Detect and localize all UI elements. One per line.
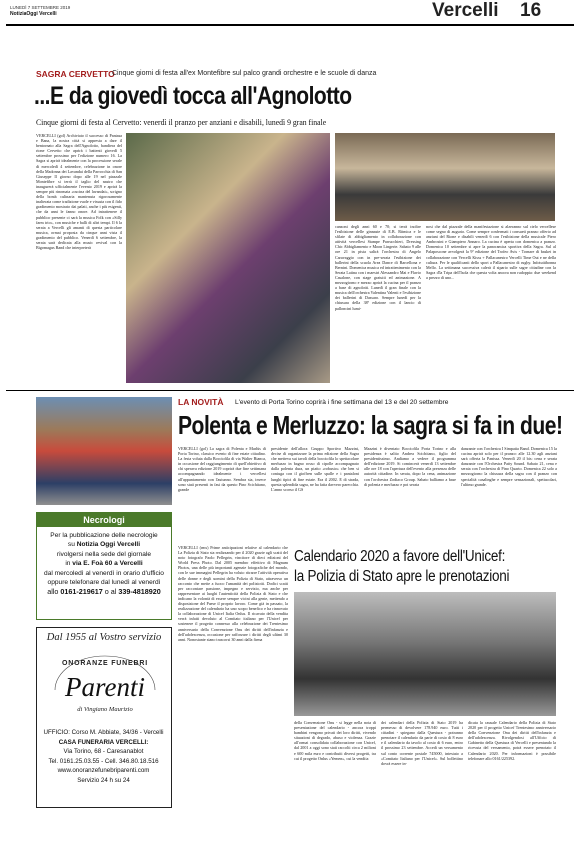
funeral-ad-contacts — [37, 728, 170, 786]
necrologi-line1: Per la pubblicazione delle necrologie — [50, 532, 158, 539]
necrologi-body — [37, 527, 171, 597]
funeral-ad-arc-text: ONORANZE FUNEBRI — [62, 660, 148, 667]
article3-body-col4: dicata la causale Calendario della Polizia di Stato 2020 per il progetto Unicef Trentesimo anniversario della Convenzione Onu dei diritti dell'infanzia e dell'adolescenza. Rivolgendosi all'Ufficio di Gabinetto della Questura di Vercelli e presentando la ricevuta del versamento, potrà essere prenotato il Calendario 2020. Per informazioni è possibile telefonare allo 0161/225392. — [468, 720, 556, 761]
article2-kicker-sub: L'evento di Porta Torino coprirà i fine settimana del 13 e del 20 settembre — [235, 399, 449, 406]
article1-body-col3: canzoni degli anni 60 e 70; si terrà inoltre l'esibizione delle ginnaste di E.B. Ritmica e le sfilate di abbigliamento in collaborazione con attività vercellesi Stampe Parrucchieri, Dressing Chic Abbigliamento e Moon Lingerie. Sabato 9 alle ore 21 in pista salirà l'orchestra di Angelo Caravaggio con in pre-serata l'esibizione dei ballerini della scuola Area Dance di Barcellona e Bernini. Domenica musica ed intrattenimento con la Serata Latina con i maestri Alessandro Mai e Flavio Casalone, con stage gratuiti ed animazione. A mezzogiorno e mezzo aprirà la cucina per il pranzo a base di agnolotti. Lunedì il gran finale con la musica dell'orchestra Valentina Valenti e l'esibizione dei ballerini di Dassaro. Sempre lunedì per la chiusura della 38ª edizione con il lancio di palloncini lumi- — [335, 224, 421, 311]
necrologi-box — [36, 512, 172, 620]
funeral-ad-office: UFFICIO: Corso M. Abbiate, 34/36 - Vercelli — [43, 729, 164, 736]
article1-bottom-rule — [6, 390, 574, 391]
funeral-ad-phones: Tel. 0161.25.03.55 - Cell. 346.80.18.516 — [48, 757, 159, 765]
article2-body-col3: Mazzini è diventato Bocciofila Porta Torino e alla presidenza è salito Andrea Scichitano, figlio del presidentissimo. Andiamo a vedere il programma dell'edizione 2019. Si comincerà venerdì 13 settembre alle ore 18 con l'apertura dell'evento alla presenza delle autorità cittadine. In serata, dopo la cena, animazione con l'orchestra Zodiaco Group. Sabato balliamo a base di polenta e merluzzo e poi serata — [364, 446, 456, 487]
necrologi-line3: rivolgersi nella sede del giornale — [56, 550, 152, 558]
article3-headline-line2: la Polizia di Stato apre le prenotazioni — [294, 568, 510, 585]
article3-body-col3: dei calendari della Polizia di Stato 2019 ha permesso di devolvere 178.940 euro. Tutti i cittadini - spiegano dalla Questura - potranno prenotare il calendario da parte di costo di 8 euro e il calendario da tavolo al costo di 6 euro, entro il prossimo 23 settembre. Accedi un versamento sul conto corrente postale 745000, intestato a «Comitato Italiano per l'Unicef». Sul bollettino dovrà essere in- — [381, 720, 463, 766]
funeral-ad-emblem — [49, 650, 161, 724]
article1-photo-cooks — [335, 133, 555, 221]
article1-kicker-sub: Cinque giorni di festa all'ex Montefibre sul palco grandi orchestre e le scuole di danza — [112, 70, 377, 77]
article2-photo-team — [36, 397, 172, 505]
necrologi-line4-bold: via E. Foà 60 a Vercelli — [72, 560, 143, 568]
article1-body-col4: nosi che dal piazzale della manifestazione si alzeranno sul cielo vercellese come segno di augurio. Come sempre confermati i consueti pranzo offerto ad anziani del Rione e disabili venerdì 6 con l'esibizione della musicale Piero Ambrosini e Giampiero Annaro. La cucina è aperta con domenica a pranzo. Domenica 10 settembre si apre la panoramica sportiva della Sagra. Sul al Palaposcone avvolgerà la 9ª edizione del Trofeo Avis - Tornare di basket in collaborazione con Vercelli Kisss + Pallacanestro Vercelli Time Out e ne della cultura. Per le qualificanti dello sport a Pallacanestro di rugby. Infotuttibonna Mello. La settimana successiva calerà il sipario sulle sagre cittadine con la Sagra d'la Tripa dell'Isola che questa volta ancora non rudoppia: due weekend a prezzo di uno... — [426, 224, 556, 280]
necrologi-line2-bold: Notizia Oggi Vercelli — [76, 541, 141, 549]
masthead-publication: NotiziaOggi Vercelli — [10, 11, 57, 17]
necrologi-line5: dal mercoledì al venerdì in orario d'ufficio — [44, 569, 164, 577]
article3-photo-police — [294, 592, 556, 716]
necrologi-line2 — [37, 540, 171, 549]
funeral-ad-service: Servizio 24 h su 24 — [77, 776, 130, 784]
article2-headline: Polenta e Merluzzo: la sagra si fa in due! — [178, 410, 563, 440]
funeral-ad-website: www.onoranzefunebriparenti.com — [57, 767, 150, 775]
article2-body-col1: VERCELLI (gol) La sagra di Polenta e Marlüs di Porta Torino, classico evento di fine estate cittadino. La festa voluta dalla Bocciofila di via Walter Bianca, in occasione del raggiungimento di quell'obiettivo di chi sperava edizione 2019 coprirà due fine settimana accompagnando idealmente i vercellesi all'appuntamento con l'autunno. Sembra sia, invece sono stati presenti in fasi da questo Pino Scichitano, grande — [178, 446, 266, 492]
article3-body-col2: della Convenzione Onu - si legge nella nota di presentazione del calendario - ancora troppi bambini vengono privati dei loro diritti, vivendo situazioni di degrado, abuso e violenza. Grazie all'ormai consolidata collaborazione con Unicef, dal 2001 a oggi sono stati raccolti circa 2 milioni e 600 mila euro e contribuiti diversi progetti, tra cui il progetto Onlus «Yemen», cui la vendita — [294, 720, 376, 761]
article2-body-col4: danzante con l'orchestra I Simpatia Band. Domenica 15 la cucina aprirà solo per il pranzo: alle 12.30 agli anziani sarà offerta la Panissa. Venerdì 20 il bis: cena e serata danzante con l'Orchestra Patty Sound. Sabato 21, cena e serata con l'orchestra di Pino Quarto. Domenica 22 solo a mezzogiorno la chiusura della sagra con il pranzo con specialità casalinghe e sempre sensazionali, spettacolari, l'ultimo grande. — [461, 446, 557, 487]
necrologi-title: Necrologi — [83, 515, 125, 525]
masthead-date: LUNEDÌ 7 SETTEMBRE 2019 — [10, 5, 71, 10]
header-rule — [6, 24, 574, 26]
necrologi-line4 — [37, 559, 171, 568]
article3-headline-line1: Calendario 2020 a favore dell'Unicef: — [294, 548, 506, 565]
funeral-ad — [36, 627, 172, 808]
article1-kicker: SAGRA CERVETTO — [36, 69, 115, 79]
article2-body-col2: presidente dell'allora Gruppo Sportivo Mazzini, decise di organizzare la prima edizione della Sagra che metteva sui tavoli della bocciofila lo spettacolare merluzzo in bagno rosso di cipolle accompagnato dalla polenta dura, un piatto «robusto» che ben si coniuga con il gioffren sulle spalle e i pantaloni lunghi tipici di fine estate. Era il 2002. E di strada, questa splendida sagra, ne ha fatta davvero parecchia. L'anno scorso il GS — [271, 446, 359, 492]
article3-body-col1: VERCELLI (rms) Prime anticipazioni relative al calendario che La Polizia di Stato sta realizzando per il 2020 grazie agli scatti del noto fotografo Paolo Pellegrin, vincitore di dieci edizioni del World Press Photo. Dal 2005 membro effettivo di Magnum Photos, una delle più importanti agenzie fotografiche del mondo, con le sue immagini Pellegrin ha voluto ritrarre l'attività operativa delle donne e degli uomini della Polizia di Stato, attraverso un racconto che mette a fuoco l'umanità dei poliziotti. Dodici scatti per raccontare passione, impegno e servizio, ma anche per rappresentare ai luoghi l'autenticità della Polizia di Stato e che indicano la volontà di essere sempre vicini alla gente, mettendo a disposizione del Paese il proprio lavoro. Come già in passato, la realizzazione del calendario ha uno scopo benefico e ha rinnovato la collaborazione di Unicef Italia Onlus. Il ricavato della vendita verrà infatti devoluto al Comitato italiano per l'Unicef per sostenere il progetto connesso alla celebrazione dei Trentesimo anniversario della Convenzione Onu dei diritti dell'infanzia e dell'adolescenza, occasione per rafforzare i diritti degli ultimi 30 anni. Nonostante siano trascorsi 30 anni dalla firma — [178, 545, 288, 642]
necrologi-line6: oppure telefonare dal lunedì al venerdì — [47, 579, 161, 587]
funeral-ad-casa: CASA FUNERARIA VERCELLI: — [58, 738, 149, 746]
section-title: Vercelli — [432, 0, 499, 21]
funeral-ad-sub: di Vingiano Maurizio — [77, 706, 133, 713]
funeral-ad-tagline: Dal 1955 al Vostro servizio — [46, 632, 162, 643]
funeral-ad-name: Parenti — [65, 672, 145, 702]
necrologi-title-bar — [37, 513, 171, 527]
necrologi-phone2: 339-4818920 — [118, 587, 161, 597]
necrologi-line4-prefix: in — [65, 560, 71, 568]
necrologi-line7-prefix: allo — [47, 587, 59, 597]
article1-subhead: Cinque giorni di festa al Cervetto: venerdì il pranzo per anziani e disabili, lunedì 9 gran finale — [36, 117, 327, 127]
article1-headline: ...E da giovedì tocca all'Agnolotto — [34, 82, 352, 110]
article1-body-col1: VERCELLI (gol) Archiviato il successo di Pantasa e Bana, la nostra città si appresta a dare il bentornato alla Sagra dell'Agnolotto, bandiera del rione Cervetto che aprirà i battenti giovedì 5 settembre prossimo per l'edizione numero 16. La Sagra si aprirà idealmente con la processione serale di mercoledì 4 settembre, celebrazione in onore della Madonna dei Lavandai della Parrocchia di San Giuseppe Il giorno dopo alle 19 nel piazzale Montefibre si terrà il taglio del nastro che inaugurerà ufficialmente l'evento 2019 e aprirà la sempre più rinomata «cucina del lavandai», scrigno della bontà culinaria mantenuta rigorosamente inalterata come tradizione vuole e vissuta con il fido gradimento mostrato dai palati, anche i più esigenti, che da anni le fanno onore. Ad intrattenere il pubblico presente ci sarà la musica Folk con «Silly farm trio», con musiche e balli di altri tempi. Il 6 la serata a Vercelli gli amanti di questa particolare musica, ormai proposta da cinque anni vista il gradimento del pubblico. Venerdì 6 settembre, la serata sarà dedicata alla music revival con la Bigomagus Band che interpreterà — [36, 133, 122, 251]
funeral-ad-address: Via Torino, 68 - Caresanablot — [63, 748, 144, 756]
necrologi-line7-mid: o al — [104, 587, 117, 597]
article2-kicker: LA NOVITÀ — [178, 397, 224, 407]
necrologi-line2-prefix: su — [67, 541, 75, 549]
article1-photo-volunteers — [126, 133, 330, 383]
necrologi-line7 — [37, 587, 171, 596]
necrologi-phone1: 0161-219617 — [60, 587, 103, 597]
page-number: 16 — [520, 0, 542, 21]
